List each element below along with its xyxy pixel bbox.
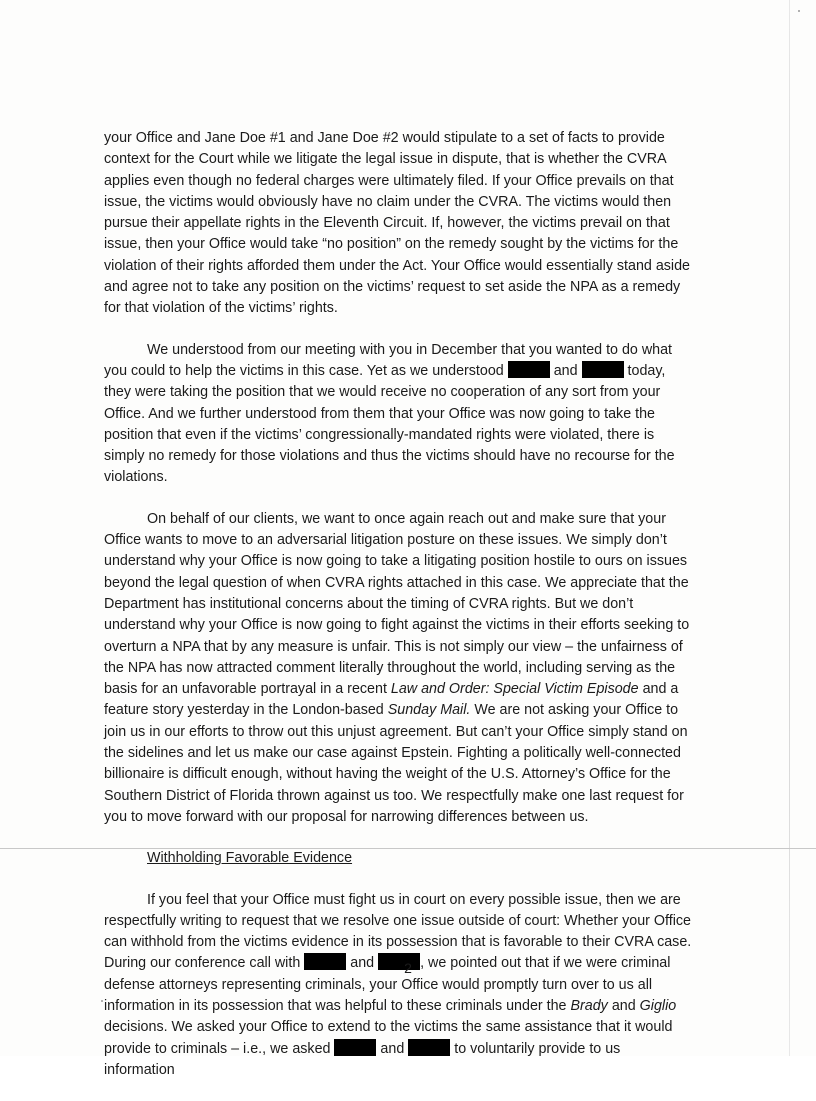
paragraph-3 (104, 509, 694, 828)
case-name: Brady (570, 997, 608, 1014)
paragraph-3-text: and a feature story yesterday in the London-based (104, 681, 679, 719)
paragraph-2 (104, 340, 694, 489)
paragraph-1-text: your Office and Jane Doe #1 and Jane Doe #2 would stipulate to a set of facts to provide context for the Court while we litigate the legal issue in dispute, that is whether the CVRA applies even though no federal charges were ultimately filed. If your Office prevails on that issue, the victims would obviously have no claim under the CVRA. The victims would then pursue their appellate rights in the Eleventh Circuit. If, however, the victims prevail on that issue, then your Office would take “no position” on the remedy sought by the victims for the violation of their rights afforded them under the Act. Your Office would essentially stand aside and agree not to take any position on the victims’ request to set aside the NPA as a remedy for that violation of the victims’ rights. (104, 130, 690, 317)
show-title: Law and Order: Special Victim Episode (390, 681, 639, 698)
paragraph-1 (104, 128, 694, 320)
redaction-block (334, 1039, 376, 1056)
paragraph-2-text: We understood from our meeting with you in December that you wanted to do what you could to help the victims in this case. Yet as we understood (104, 341, 673, 379)
newspaper-title: Sunday Mail. (387, 702, 471, 719)
paragraph-3-text: On behalf of our clients, we want to once again reach out and make sure that your Office wants to move to an adversarial litigation posture on these issues. We simply don’t understand why your Office is now going to take a litigating position hostile to ours on issues beyond the legal question of when CVRA rights attached in this case. We appreciate that the Department has institutional concerns about the timing of CVRA rights. But we don’t understand why your Office is now going to fight against the victims in their efforts seeking to overturn a NPA that by any measure is unfair. This is not simply our view – the unfairness of the NPA has now attracted comment literally throughout the world, including serving as the basis for an unfavorable portrayal in a recent (104, 510, 690, 698)
page-number: 2 (404, 960, 412, 976)
paragraph-2-text: and (549, 362, 582, 379)
letter-body (104, 128, 694, 1101)
scan-speck (798, 10, 800, 12)
paragraph-4-text: and (376, 1040, 409, 1057)
paragraph-4-text: decisions. We asked your Office to extend to the victims the same assistance that it would provide to criminals – i.e., we asked (104, 1019, 673, 1057)
page-edge (789, 0, 790, 1056)
redaction-block (408, 1039, 450, 1056)
paragraph-4-text: and (607, 997, 640, 1014)
paragraph-4-text: If you feel that your Office must fight us in court on every possible issue, then we are respectfully writing to request that we resolve one issue outside of court: Whether your Office can withhold from the victims evidence in its possession that is favorable to their CVRA case. During our conference call with (104, 891, 692, 972)
paragraph-2-text: today, they were taking the position that we would receive no cooperation of any sort from your Office. And we further understood from them that your Office was now going to take the position that even if the victims’ congressionally-mandated rights were violated, there is simply no remedy for those violations and thus the victims should have no recourse for the violations. (104, 362, 675, 486)
paragraph-4-text: and (346, 955, 379, 972)
redaction-block (508, 361, 550, 378)
redaction-block (304, 953, 346, 970)
paragraph-3-text: We are not asking your Office to join us in our efforts to throw out this unjust agreement. But can’t your Office simply stand on the sidelines and let us make our case against Epstein. Fighting a politically well-connected billionaire is difficult enough, without having the weight of the U.S. Attorney’s Office for the Southern District of Florida thrown against us too. We respectfully make one last request for you to move forward with our proposal for narrowing differences between us. (104, 702, 688, 825)
section-heading: Withholding Favorable Evidence (147, 850, 353, 867)
paragraph-4-text: , we pointed out that if we were criminal defense attorneys representing criminals, your Office would promptly turn over to us all information in its possession that was helpful to these criminals under the (104, 955, 671, 1014)
scan-speck (101, 1000, 103, 1002)
case-name: Giglio (639, 997, 677, 1014)
paragraph-4 (104, 890, 694, 1082)
paragraph-4-text: to voluntarily provide to us information (104, 1040, 621, 1078)
redaction-block (582, 361, 624, 378)
